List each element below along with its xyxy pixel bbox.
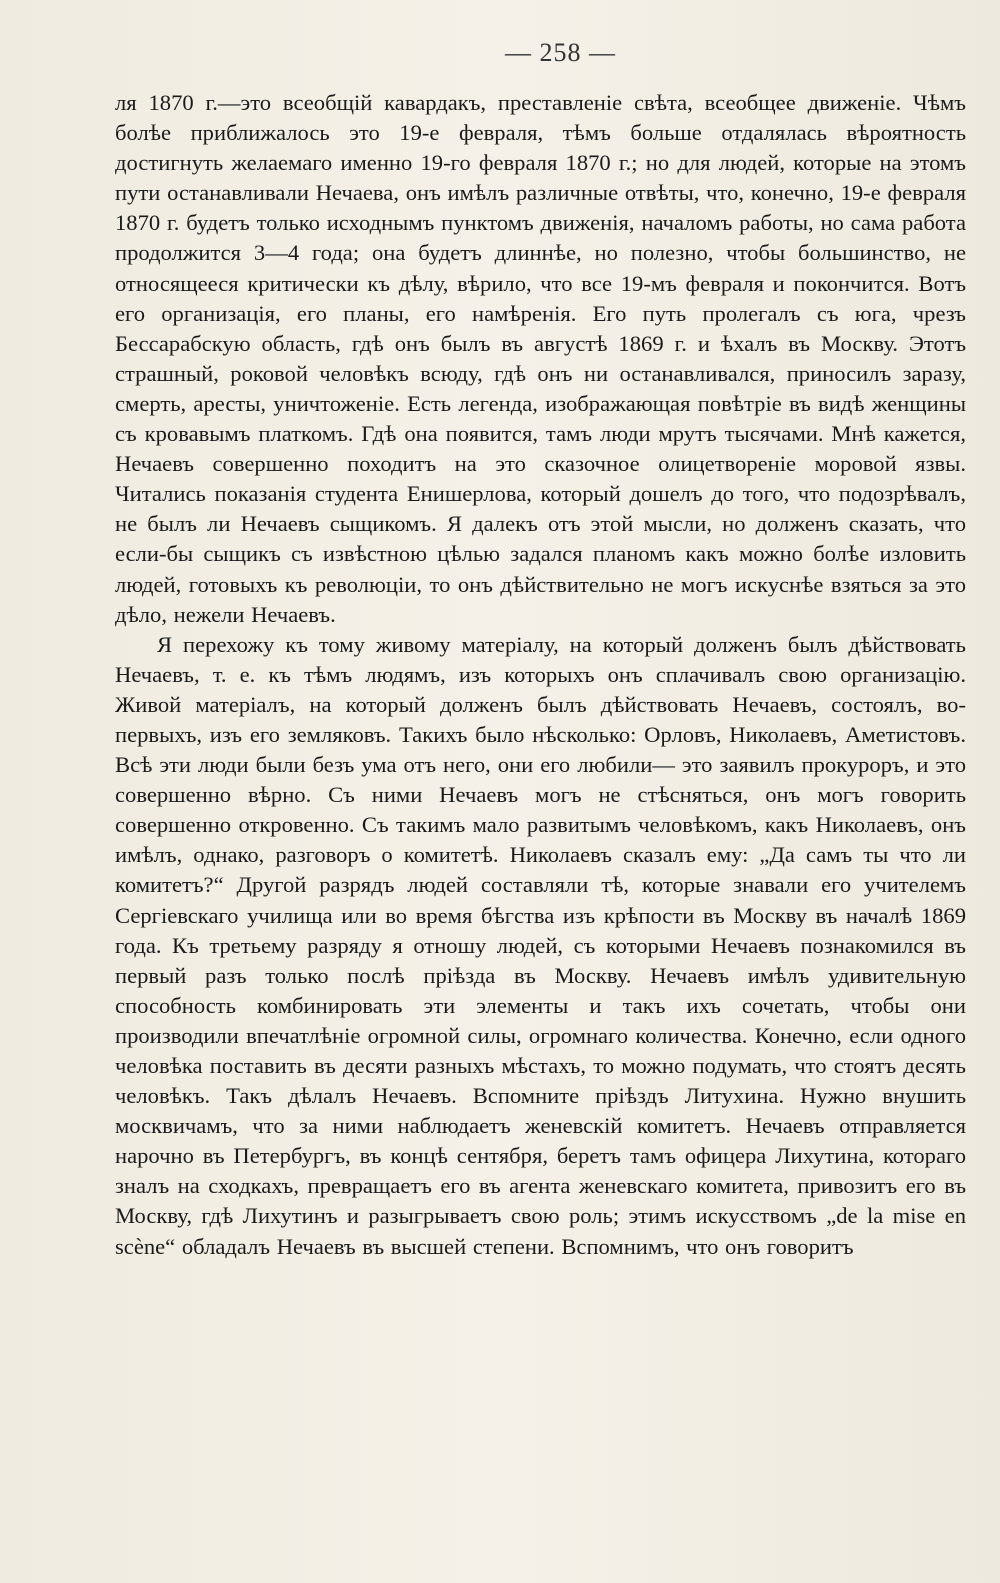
paragraph-2: Я перехожу къ тому живому матеріалу, на который долженъ былъ дѣйствовать Нечаевъ, т. е. къ тѣмъ людямъ, изъ которыхъ онъ сплачивалъ свою организацію. Живой матеріалъ, на который долженъ былъ дѣйствовать Нечаевъ, состоялъ, во-первыхъ, изъ его земляковъ. Такихъ было нѣсколько: Орловъ, Николаевъ, Аметистовъ. Всѣ эти люди были безъ ума отъ него, они его любили— это заявилъ прокуроръ, и это совершенно вѣрно. Съ ними Нечаевъ могъ не стѣсняться, онъ могъ говорить совершенно откровенно. Съ такимъ мало развитымъ человѣкомъ, какъ Николаевъ, онъ имѣлъ, однако, разговоръ о комитетѣ. Николаевъ сказалъ ему: „Да самъ ты что ли комитетъ?“ Другой разрядъ людей составляли тѣ, которые знавали его учителемъ Сергіевскаго училища или во время бѣгства изъ крѣпости въ Москву въ началѣ 1869 года. Къ третьему разряду я отношу людей, съ которыми Нечаевъ познакомился въ первый разъ только послѣ пріѣзда въ Москву. Нечаевъ имѣлъ удивительную способность комбинировать эти элементы и такъ ихъ сочетать, чтобы они производили впечатлѣніе огромной силы, огромнаго количества. Конечно, если одного человѣка поставить въ десяти разныхъ мѣстахъ, то можно подумать, что стоятъ десять человѣкъ. Такъ дѣлалъ Нечаевъ. Вспомните пріѣздъ Литухина. Нужно внушить москвичамъ, что за ними наблюдаетъ женевскій комитетъ. Нечаевъ отправляется нарочно въ Петербургъ, въ концѣ сентября, беретъ тамъ офицера Лихутина, котораго зналъ на сходкахъ, превращаетъ его въ агента женевскаго комитета, привозитъ его въ Москву, гдѣ Лихутинъ и разыгрываетъ свою роль; этимъ искусствомъ „de la mise en scène“ обладалъ Нечаевъ въ высшей степени. Вспомнимъ, что онъ говоритъ <box>115 631 966 1259</box>
paragraph-1: ля 1870 г.—это всеобщій кавардакъ, преставленіе свѣта, всеобщее движеніе. Чѣмъ болѣе приближалось это 19-е февраля, тѣмъ больше отдалялась вѣроятность достигнуть желаемаго именно 19-го февраля 1870 г.; но для людей, которые на этомъ пути останавливали Нечаева, онъ имѣлъ различные отвѣты, что, конечно, 19-е февраля 1870 г. будетъ только исходнымъ пунктомъ движенія, началомъ работы, но сама работа продолжится 3—4 года; она будетъ длиннѣе, но полезно, чтобы большинство, не относящееся критически къ дѣлу, вѣрило, что все 19-мъ февраля и покончится. Вотъ его организація, его планы, его намѣренія. Его путь пролегалъ съ юга, чрезъ Бессарабскую область, гдѣ онъ былъ въ августѣ 1869 г. и ѣхалъ въ Москву. Этотъ страшный, роковой человѣкъ всюду, гдѣ онъ ни останавливался, приносилъ заразу, смерть, аресты, уничтоженіе. Есть легенда, изображающая повѣтріе въ видѣ женщины съ кровавымъ платкомъ. Гдѣ она появится, тамъ люди мрутъ тысячами. Мнѣ кажется, Нечаевъ совершенно походитъ на это сказочное олицетвореніе моровой язвы. Читались показанія студента Енишерлова, который дошелъ до того, что подозрѣвалъ, не былъ ли Нечаевъ сыщикомъ. Я далекъ отъ этой мысли, но долженъ сказать, что если-бы сыщикъ съ извѣстною цѣлью задался планомъ какъ можно болѣе изловить людей, готовыхъ къ революціи, то онъ дѣйствительно не могъ искуснѣе взяться за это дѣло, нежели Нечаевъ. <box>115 90 966 627</box>
page-number: — 258 — <box>505 38 616 67</box>
